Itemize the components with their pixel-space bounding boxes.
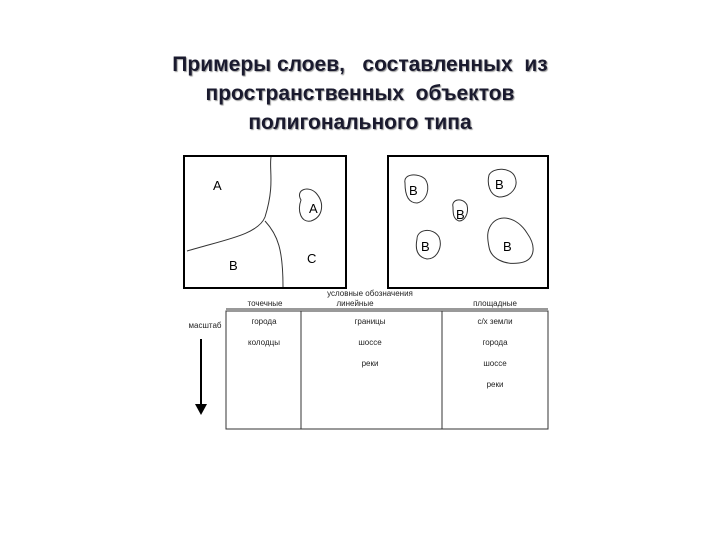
column-header-point: точечные [247,299,283,308]
scale-label: масштаб [188,321,222,330]
line-item-2: шоссе [358,338,382,347]
line-item-1: границы [354,317,386,326]
area-item-4: реки [486,380,504,389]
page-title [0,50,720,137]
area-item-2: города [482,338,508,347]
title-line-1: Примеры слоев, составленных из [172,53,548,76]
label-b-2: B [495,177,504,192]
label-c: C [307,251,317,266]
title-line-3: полигонального типа [248,111,472,134]
label-b-4: B [421,239,430,254]
label-a-2: A [309,201,318,216]
label-b-5: B [503,239,512,254]
point-item-2: колодцы [248,338,280,347]
column-header-area: площадные [473,299,517,308]
scale-arrow-head [195,404,207,415]
right-polygon-map [387,155,549,289]
legend-caption: условные обозначения [327,289,413,298]
label-b: B [229,258,238,273]
column-header-line: линейные [336,299,374,308]
legend-table-area [180,287,552,437]
point-item-1: города [251,317,277,326]
area-item-3: шоссе [483,359,507,368]
area-item-1: с/х земли [477,317,513,326]
title-line-2: пространственных объектов [205,82,515,105]
left-map-frame [184,156,346,288]
left-polygon-map [183,155,347,289]
label-b-3: B [456,207,465,222]
label-a-1: A [213,178,222,193]
right-map-frame [388,156,548,288]
line-item-3: реки [361,359,379,368]
label-b-1: B [409,183,418,198]
legend-table-frame [226,311,548,429]
